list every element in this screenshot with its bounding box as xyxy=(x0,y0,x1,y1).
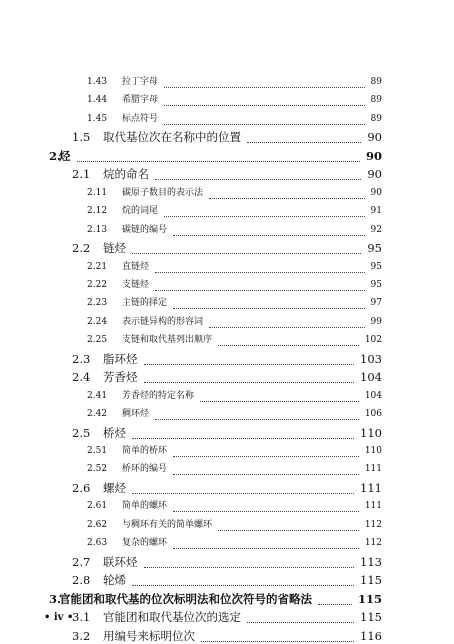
dot-leader xyxy=(77,145,360,162)
toc-entry xyxy=(0,314,454,330)
toc-entry-page: 90 xyxy=(365,148,382,163)
toc-entry-page: 102 xyxy=(364,335,382,346)
toc-entry-number: 1.5 xyxy=(72,130,91,145)
toc-entry-number: 2.24 xyxy=(87,316,108,327)
toc-entry-page: 112 xyxy=(364,519,382,530)
toc-entry xyxy=(0,203,454,219)
toc-entry-title: 链烃 xyxy=(103,241,126,256)
toc-entry-title: 复杂的螺环 xyxy=(122,538,168,549)
dot-leader xyxy=(144,348,354,365)
dot-leader xyxy=(209,182,365,199)
toc-entry-page: 95 xyxy=(370,279,382,290)
dot-leader xyxy=(164,200,365,217)
toc-entry xyxy=(0,74,454,90)
toc-entry-number: 1.43 xyxy=(87,77,108,87)
toc-entry xyxy=(0,259,454,275)
toc-entry-title: 脂环烃 xyxy=(103,351,138,366)
toc-entry-number: 2.61 xyxy=(87,501,108,512)
toc-entry-page: 99 xyxy=(370,316,382,327)
toc-entry-title: 桥烃 xyxy=(103,425,126,440)
toc-entry xyxy=(0,554,454,570)
toc-entry-page: 89 xyxy=(370,95,382,106)
dot-leader xyxy=(173,440,359,457)
toc-entry-number: 2.51 xyxy=(87,446,108,456)
toc-entry-page: 95 xyxy=(370,261,382,272)
dot-leader xyxy=(173,292,365,309)
dot-leader xyxy=(209,311,365,328)
dot-leader xyxy=(200,385,359,402)
toc-entry xyxy=(0,111,454,127)
toc-entry-title: 主链的择定 xyxy=(122,298,168,309)
dot-leader xyxy=(132,569,354,586)
toc-entry xyxy=(0,425,454,441)
toc-entry-number: 2.11 xyxy=(87,187,108,198)
toc-entry-page: 110 xyxy=(360,425,382,440)
toc-entry-page: 90 xyxy=(370,187,382,198)
toc-entry xyxy=(0,185,454,201)
toc-entry-page: 97 xyxy=(370,298,382,309)
dot-leader xyxy=(155,403,359,420)
toc-entry-title: 直链烃 xyxy=(122,261,150,272)
toc-entry-page: 91 xyxy=(370,206,382,217)
toc-entry-number: 1.44 xyxy=(87,95,108,106)
toc-entry xyxy=(0,332,454,348)
toc-entry-page: 115 xyxy=(357,591,382,606)
toc-entry-number: 2.3 xyxy=(72,351,91,366)
toc-entry xyxy=(0,535,454,551)
toc-entry-number: 2.2 xyxy=(72,241,91,256)
toc-entry-number: 3. xyxy=(49,591,62,606)
dot-leader xyxy=(318,588,352,605)
toc-entry xyxy=(0,295,454,311)
toc-entry-number: 2.8 xyxy=(72,573,91,588)
toc-entry-title: 支链和取代基列出顺序 xyxy=(122,335,213,346)
toc-entry-page: 111 xyxy=(360,480,382,495)
toc-entry xyxy=(0,240,454,256)
toc-entry-title: 简单的桥环 xyxy=(122,446,168,456)
toc-entry-number: 2.25 xyxy=(87,335,108,346)
toc-entry-number: 3.2 xyxy=(72,628,91,643)
dot-leader xyxy=(164,108,365,125)
toc-entry-title: 官能团和取代基位次的选定 xyxy=(103,610,241,625)
toc-entry xyxy=(0,443,454,459)
toc-entry-page: 106 xyxy=(364,409,382,420)
toc-entry-title: 联环烃 xyxy=(103,554,138,569)
toc-entry xyxy=(0,148,454,164)
toc-entry-number: 2.12 xyxy=(87,206,108,217)
toc-entry-title: 稠环烃 xyxy=(122,409,150,420)
dot-leader xyxy=(247,126,361,143)
toc-entry-number: 3.1 xyxy=(72,610,91,625)
toc-entry-number: 2.21 xyxy=(87,261,108,272)
toc-entry-page: 111 xyxy=(364,464,382,475)
page-number: • iv • xyxy=(44,612,74,623)
toc-entry-title: 螺烃 xyxy=(103,480,126,495)
toc-entry-number: 2. xyxy=(49,148,62,163)
toc-entry-number: 1.45 xyxy=(87,113,108,124)
toc-entry xyxy=(0,129,454,145)
toc-entry-page: 95 xyxy=(367,241,382,256)
toc-entry xyxy=(0,517,454,533)
toc-entry-page: 92 xyxy=(370,224,382,235)
dot-leader xyxy=(218,329,359,346)
toc-entry-page: 112 xyxy=(364,538,382,549)
toc-entry-number: 2.6 xyxy=(72,480,91,495)
dot-leader xyxy=(173,458,359,475)
toc-entry-number: 2.13 xyxy=(87,224,108,235)
toc-entry-page: 104 xyxy=(360,370,382,385)
toc-entry-title: 拉丁字母 xyxy=(122,77,159,87)
toc-entry-number: 2.7 xyxy=(72,554,91,569)
toc-entry-title: 碳原子数目的表示法 xyxy=(122,187,204,198)
dot-leader xyxy=(173,219,365,236)
dot-leader xyxy=(201,625,354,642)
dot-leader xyxy=(132,422,354,439)
toc-entry-page: 104 xyxy=(364,390,382,401)
dot-leader xyxy=(144,551,354,568)
dot-leader xyxy=(155,274,365,291)
dot-leader xyxy=(218,514,359,531)
dot-leader xyxy=(173,532,359,549)
toc-entry-title: 轮烯 xyxy=(103,573,126,588)
toc-entry-page: 90 xyxy=(367,167,382,182)
toc-entry xyxy=(0,222,454,238)
toc-entry xyxy=(0,369,454,385)
toc-entry-page: 113 xyxy=(360,554,382,569)
toc-entry-title: 与稠环有关的简单螺环 xyxy=(122,519,213,530)
dot-leader xyxy=(173,495,359,512)
toc-entry-title: 表示链异构的形容词 xyxy=(122,316,204,327)
toc-entry-title: 烃 xyxy=(59,148,71,163)
toc-entry-number: 2.1 xyxy=(72,167,91,182)
toc-entry-number: 2.22 xyxy=(87,279,108,290)
dot-leader xyxy=(132,237,361,254)
toc-entry xyxy=(0,498,454,514)
toc-entry xyxy=(0,166,454,182)
toc-entry-page: 111 xyxy=(364,501,382,512)
toc-entry-page: 89 xyxy=(370,77,382,87)
toc-entry-title: 桥环的编号 xyxy=(122,464,168,475)
toc-entry-title: 简单的螺环 xyxy=(122,501,168,512)
toc-entry-number: 2.62 xyxy=(87,519,108,530)
toc-entry xyxy=(0,480,454,496)
toc-entry xyxy=(0,351,454,367)
toc-entry-page: 110 xyxy=(364,446,382,456)
dot-leader xyxy=(155,163,361,180)
toc-entry xyxy=(0,406,454,422)
toc-entry-page: 103 xyxy=(360,351,382,366)
toc-entry-number: 2.42 xyxy=(87,409,108,420)
toc-entry-page: 116 xyxy=(360,628,382,643)
toc-entry-title: 希腊字母 xyxy=(122,95,159,106)
toc-entry-page: 89 xyxy=(370,113,382,124)
dot-leader xyxy=(247,606,354,623)
dot-leader xyxy=(164,71,365,88)
toc-entry-number: 2.5 xyxy=(72,425,91,440)
toc-entry-page: 115 xyxy=(360,610,382,625)
toc-entry-title: 烷的词尾 xyxy=(122,206,159,217)
toc-entry-number: 2.4 xyxy=(72,370,91,385)
toc-entry xyxy=(0,628,454,644)
toc-entry-title: 取代基位次在名称中的位置 xyxy=(103,130,241,145)
toc-entry-number: 2.23 xyxy=(87,298,108,309)
toc-entry-number: 2.63 xyxy=(87,538,108,549)
toc-entry-title: 标点符号 xyxy=(122,113,159,124)
toc-entry-number: 2.41 xyxy=(87,390,108,401)
toc-entry xyxy=(0,92,454,108)
toc-entry-title: 芳香烃 xyxy=(103,370,138,385)
dot-leader xyxy=(155,256,365,273)
toc-entry-title: 芳香烃的特定名称 xyxy=(122,390,195,401)
toc-entry-title: 碳链的编号 xyxy=(122,224,168,235)
toc-entry-page: 115 xyxy=(360,573,382,588)
toc-entry-title: 烷的命名 xyxy=(103,167,149,182)
dot-leader xyxy=(144,366,354,383)
toc-entry-number: 2.52 xyxy=(87,464,108,475)
dot-leader xyxy=(132,477,354,494)
toc-entry-title: 官能团和取代基的位次标明法和位次符号的省略法 xyxy=(59,591,312,606)
toc-entry xyxy=(0,277,454,293)
toc-entry xyxy=(0,461,454,477)
toc-entry-title: 支链烃 xyxy=(122,279,150,290)
toc-entry xyxy=(0,388,454,404)
dot-leader xyxy=(164,89,365,106)
toc-entry-page: 90 xyxy=(367,130,382,145)
toc-entry-title: 用编号来标明位次 xyxy=(103,628,195,643)
toc-entry xyxy=(0,572,454,588)
toc-entry xyxy=(0,591,454,607)
